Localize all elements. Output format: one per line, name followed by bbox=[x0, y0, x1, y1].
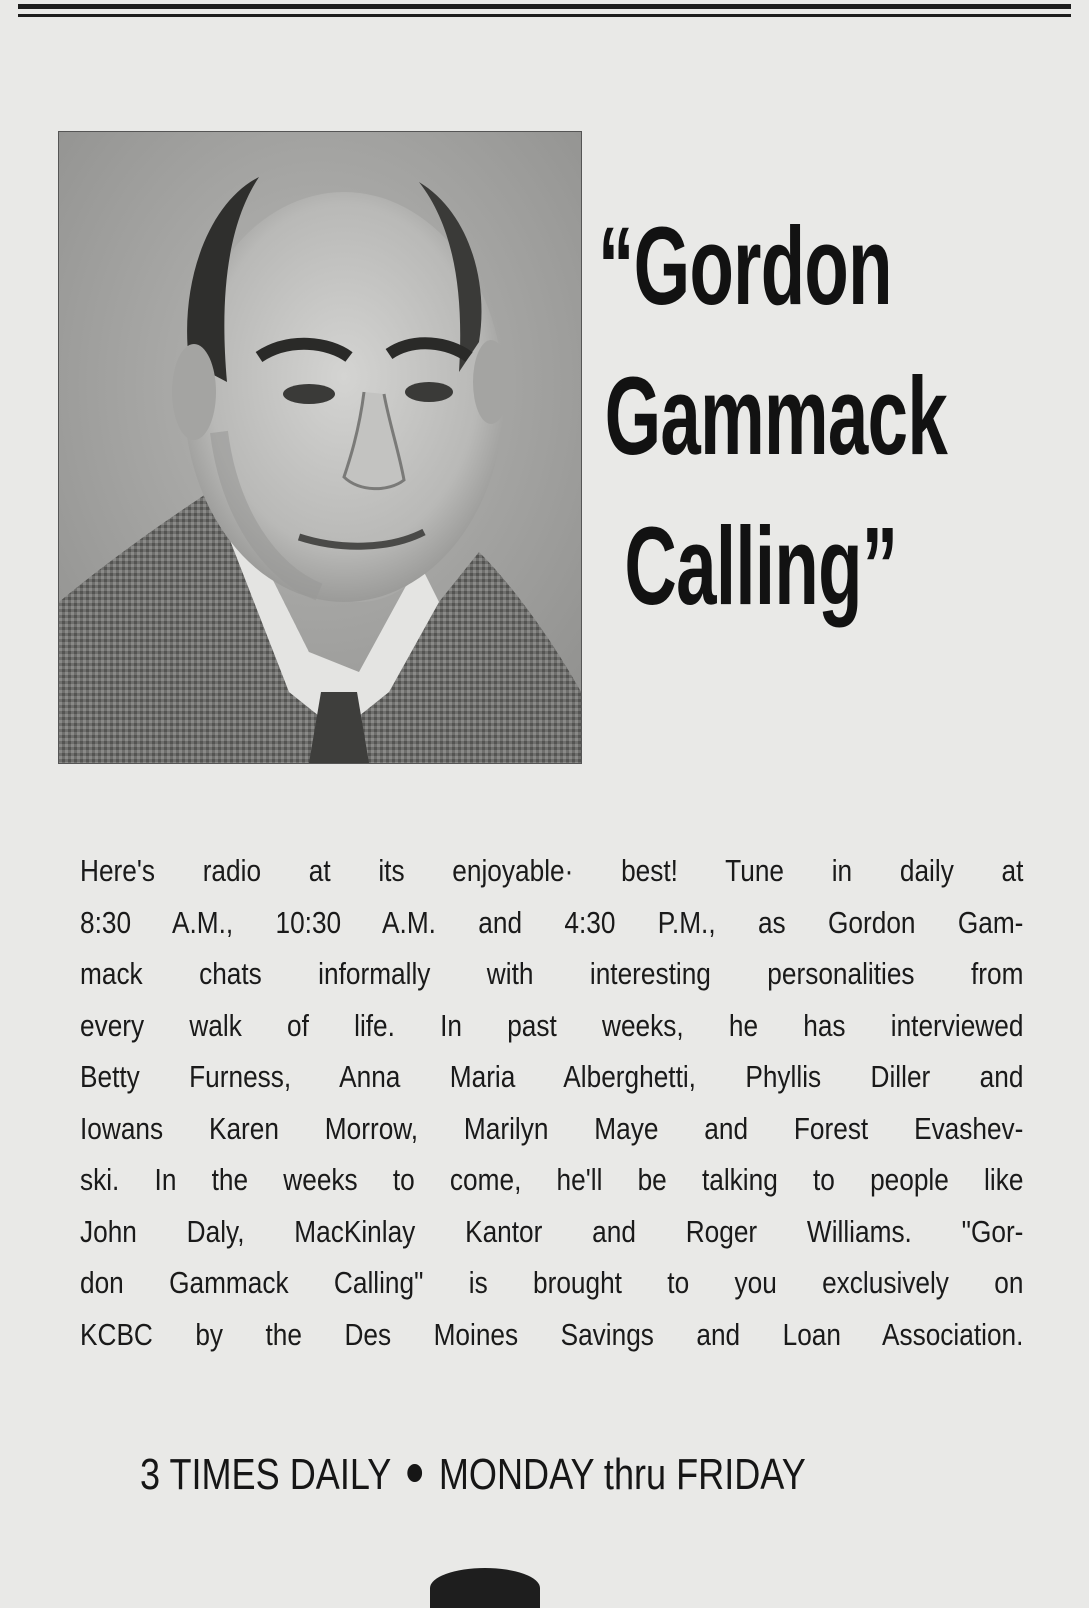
body-line: mack chats informally with interesting personalities from bbox=[80, 957, 1024, 991]
body-line: John Daly, MacKinlay Kantor and Roger Williams. "Gor- bbox=[80, 1214, 1024, 1249]
top-rule-thick bbox=[18, 4, 1071, 9]
schedule-frequency: 3 TIMES DAILY bbox=[140, 1450, 392, 1499]
headline-line-3: Calling” bbox=[624, 505, 898, 628]
body-paragraph bbox=[80, 846, 1024, 1361]
headline-line-1: “Gordon bbox=[598, 205, 892, 328]
portrait-photo bbox=[58, 131, 582, 764]
cropped-next-ad-fragment bbox=[430, 1568, 540, 1608]
body-line: ski. In the weeks to come, he'll be talking to people like bbox=[80, 1163, 1024, 1197]
headline-line-2: Gammack bbox=[604, 355, 948, 478]
body-line: every walk of life. In past weeks, he has interviewed bbox=[80, 1008, 1024, 1043]
body-line: KCBC by the Des Moines Savings and Loan Association. bbox=[80, 1317, 1024, 1352]
body-line: don Gammack Calling" is brought to you exclusively on bbox=[80, 1266, 1024, 1300]
body-line: Betty Furness, Anna Maria Alberghetti, Phyllis Diller and bbox=[80, 1060, 1024, 1094]
headline bbox=[598, 192, 948, 642]
schedule-days: MONDAY thru FRIDAY bbox=[438, 1450, 806, 1499]
bullet-dot-icon bbox=[408, 1464, 423, 1482]
schedule-footer bbox=[140, 1447, 829, 1503]
body-line: 8:30 A.M., 10:30 A.M. and 4:30 P.M., as Gordon Gam- bbox=[80, 905, 1024, 940]
top-rule-thin bbox=[18, 14, 1071, 17]
body-line: Here's radio at its enjoyable· best! Tune in daily at bbox=[80, 854, 1024, 888]
body-line: Iowans Karen Morrow, Marilyn Maye and Forest Evashev- bbox=[80, 1111, 1024, 1146]
